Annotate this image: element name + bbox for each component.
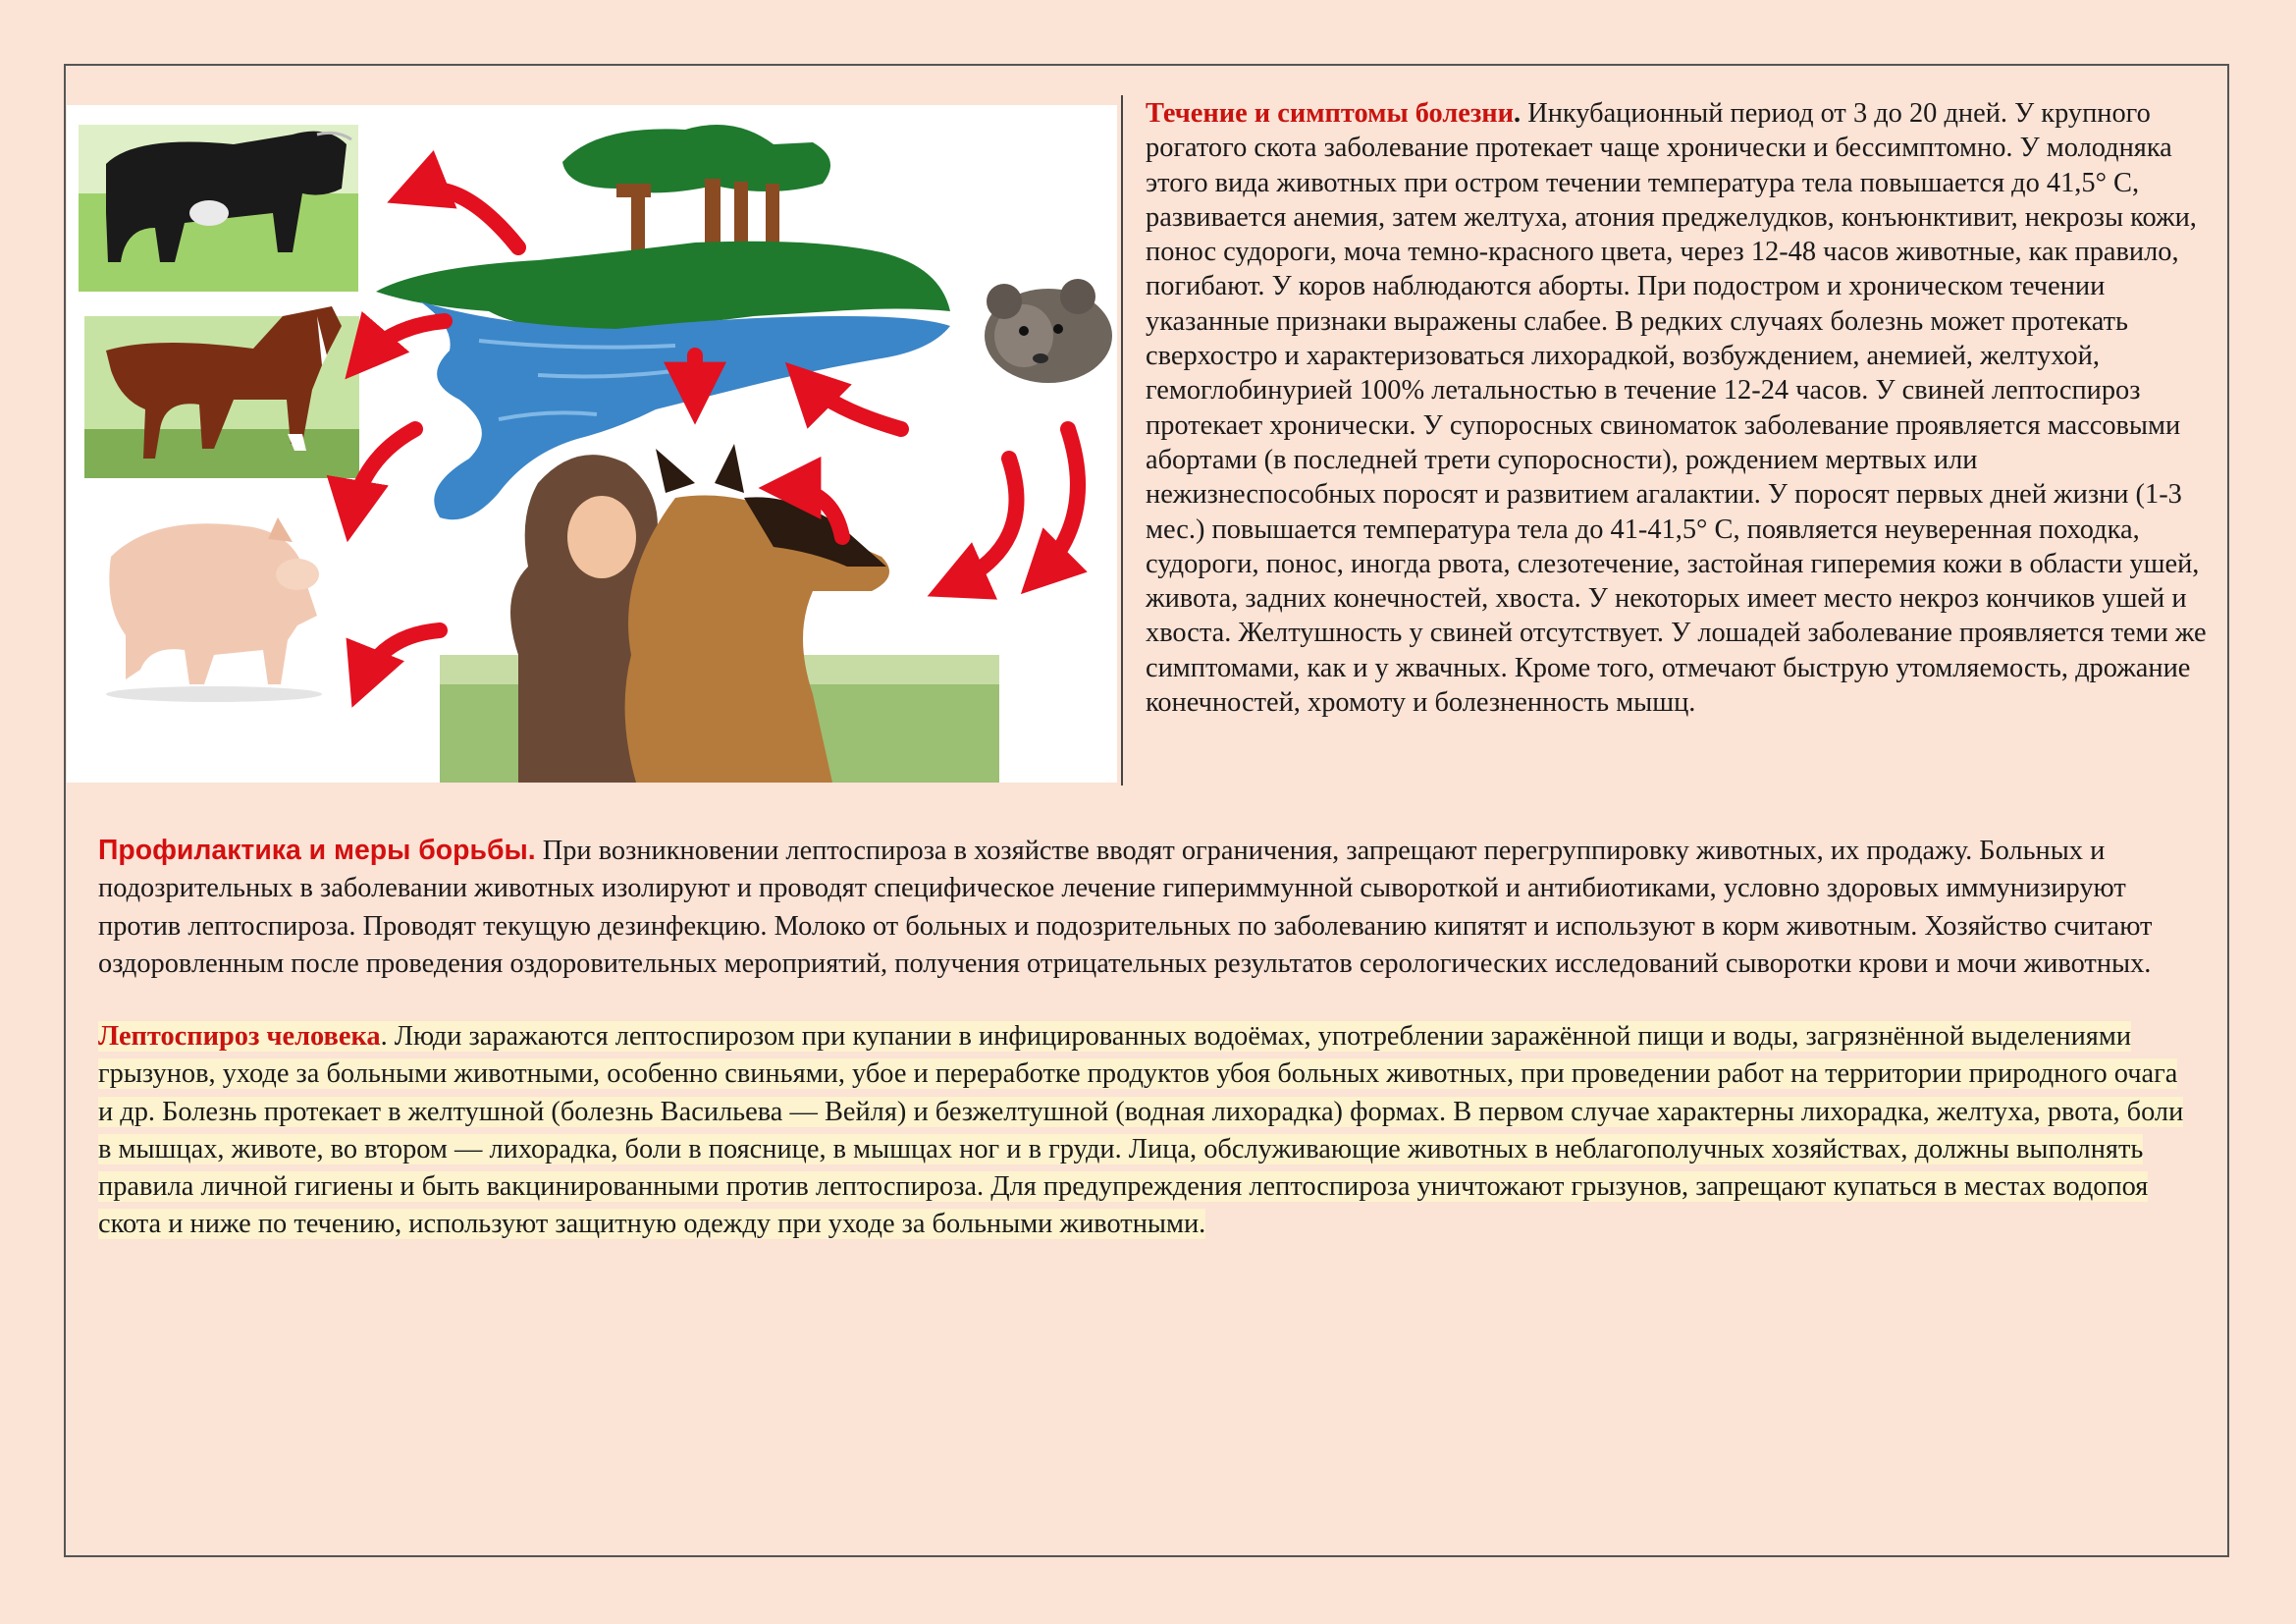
- child-hugging-dog-image: [440, 444, 999, 783]
- horse-image: [84, 306, 359, 478]
- prevention-body: При возникновении лептоспироза в хозяйстве вводят ограничения, запрещают перегруппировку животных, их продажу. Больных и подозрительных в заболевании животных изолируют и проводят специфическое лечение гипериммунной сывороткой и антибиотиками, условно здоровых иммунизируют против лептоспироза. Проводят текущую дезинфекцию. Молоко от больных и подозрительных по заболеванию кипятят и используют в корм животным. Хозяйство считают оздоровленным после проведения оздоровительных мероприятий, получения отрицательных результатов серологических исследований сыворотки крови и мочи животных.: [98, 836, 2153, 979]
- island-with-trees: [376, 125, 950, 331]
- symptoms-heading: Течение и симптомы болезни: [1146, 98, 1515, 129]
- human-body: . Люди заражаются лептоспирозом при купании в инфицированных водоёмах, употреблении заражённой пищи и воды, загрязнённой выделениями грызунов, уходе за больными животными, особенно свиньями, убое и переработке продуктов убоя больных животных, при проведении работ на территории природного очага и др. Болезнь протекает в желтушной (болезнь Васильева — Вейля) и безжелтушной (водная лихорадка) формах. В первом случае характерны лихорадка, желтуха, рвота, боли в мышцах, животе, во втором — лихорадка, боли в пояснице, в мышцах ног и в груди. Лица, обслуживающие животных в неблагополучных хозяйствах, должны выполнять правила личной гигиены и быть вакцинированными против лептоспироза. Для предупреждения лептоспироза уничтожают грызунов, запрещают купаться в местах водопоя скота и ниже по течению, используют защитную одежду при уходе за больными животными.: [98, 1021, 2184, 1240]
- symptoms-paragraph: [1146, 96, 2211, 720]
- human-heading: Лептоспироз человека: [98, 1021, 381, 1052]
- human-leptospirosis-paragraph: [98, 1018, 2199, 1244]
- illustration-svg: [67, 105, 1117, 783]
- water-pond: [420, 301, 950, 519]
- prevention-paragraph: [98, 832, 2199, 983]
- pig-image: [106, 517, 322, 702]
- prevention-heading: Профилактика и меры борьбы.: [98, 835, 536, 866]
- rat-image: [985, 279, 1112, 383]
- symptoms-body: Инкубационный период от 3 до 20 дней. У крупного рогатого скота заболевание протекает чаще хронически и бессимптомно. У молодняка этого вида животных при остром течении температура тела повышается до 41,5° С, развивается анемия, затем желтуха, атония преджелудков, конъюнктивит, некрозы кожи, понос судороги, моча темно-красного цвета, через 12-48 часов животные, как правило, погибают. У коров наблюдаются аборты. При подостром и хроническом течении указанные признаки выражены слабее. В редких случаях болезнь может протекать сверхостро и характеризоваться лихорадкой, возбуждением, анемией, желтухой, гемоглобинурией 100% летальностью в течение 12-24 часов. У свиней лептоспироз протекает хронически. У супоросных свиноматок заболевание проявляется массовыми абортами (в последней трети супоросности), рождением мертвых или нежизнеспособных поросят и развитием агалактии. У поросят первых дней жизни (1-3 мес.) повышается температура тела до 41-41,5° С, появляется неуверенная походка, судороги, понос, иногда рвота, слезотечение, застойная гиперемия кожи в области ушей, живота, задних конечностей, хвоста. У некоторых имеет место некроз кончиков ушей и хвоста. Желтушность у свиней отсутствует. У лошадей заболевание проявляется теми же симптомами, как и у жвачных. Кроме того, отмечают быструю утомляемость, дрожание конечностей, хромоту и болезненность мышц.: [1146, 98, 2207, 719]
- transmission-illustration: [67, 105, 1117, 783]
- cow-image: [79, 125, 358, 292]
- symptoms-heading-dot: .: [1514, 98, 1522, 129]
- vertical-divider: [1121, 95, 1123, 785]
